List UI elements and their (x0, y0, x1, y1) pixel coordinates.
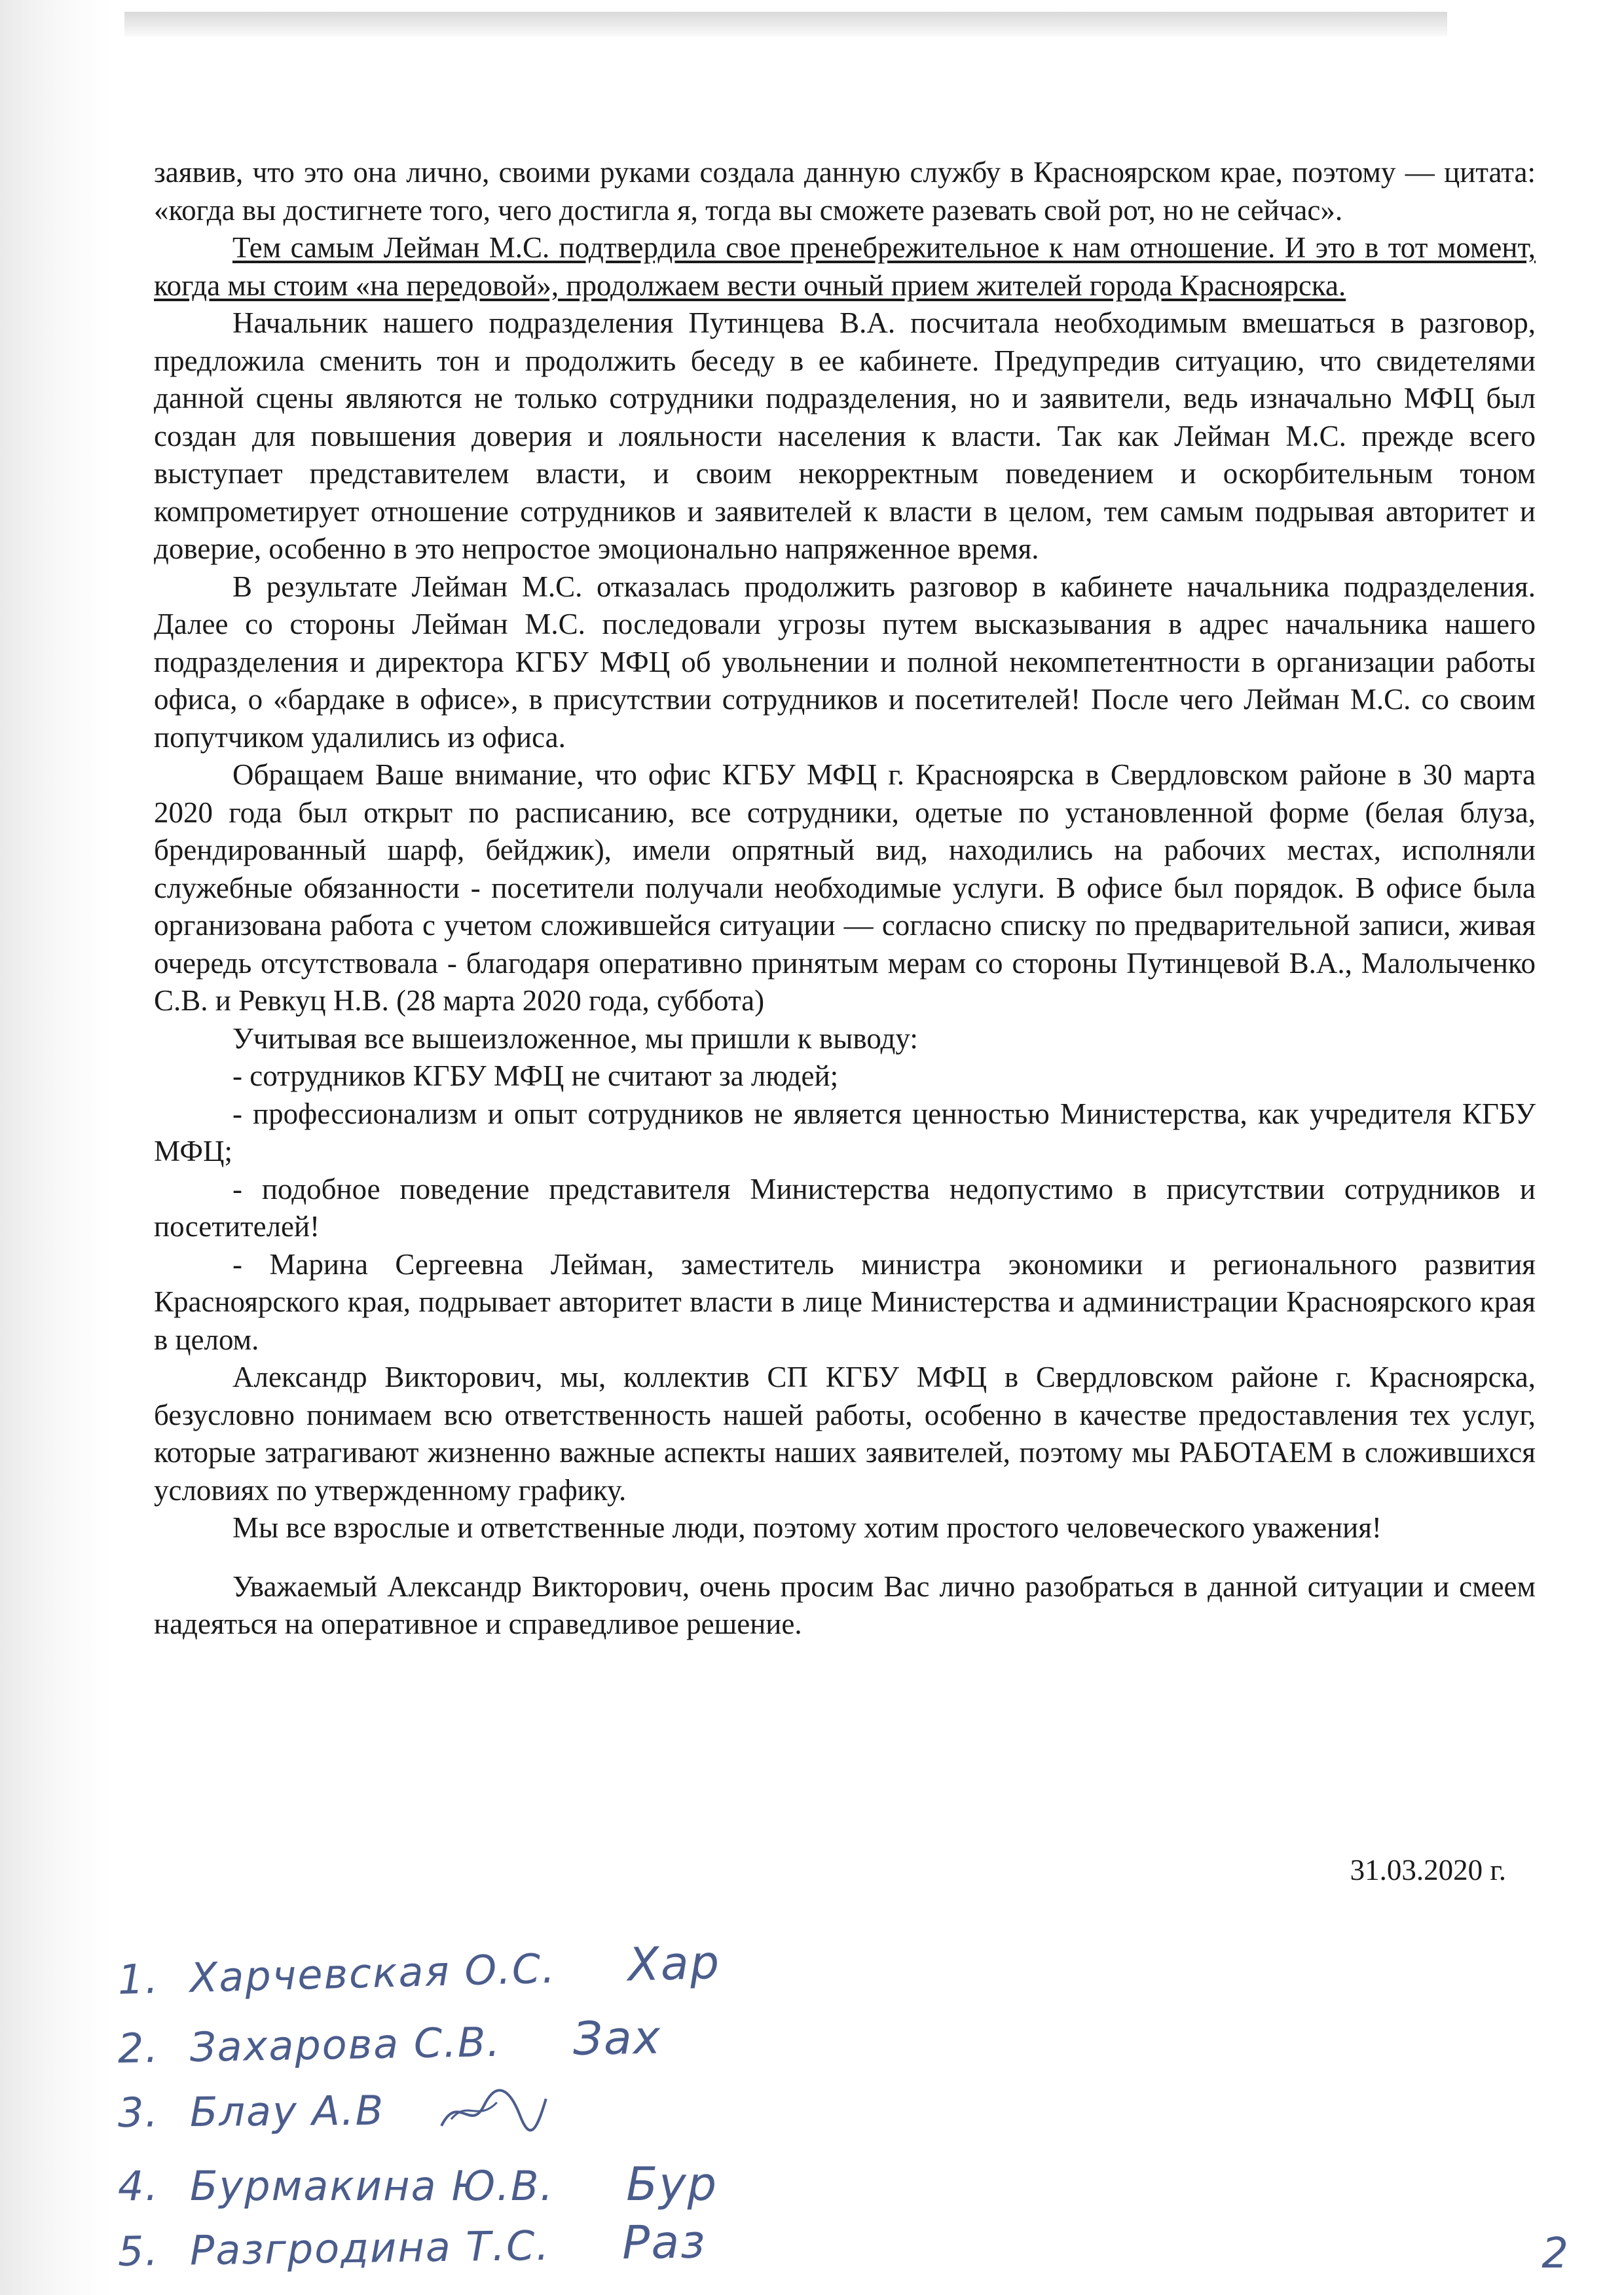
paragraph-attention: Обращаем Ваше внимание, что офис КГБУ МФЦ г. Красноярска в Свердловском районе в 30 марта 2020 года был открыт по расписанию, все сотрудники, одетые по установленной форме (белая блуза, брендированный шарф, бейджик), имели опрятный вид, находились на рабочих местах, исполняли служебные обязанности - посетители получали необходимые услуги. В офисе был порядок. В офисе была организована работа с учетом сложившейся ситуации — согласно списку по предварительной записи, живая очередь отсутствовала - благодаря оперативно принятым мерам со стороны Путинцевой В.А., Малолыченко С.В. и Ревкуц Н.В. (28 марта 2020 года, суббота) (154, 758, 1536, 1017)
signature-number: 4. (118, 2162, 160, 2210)
handwritten-signature-mark: Бур (626, 2157, 718, 2211)
conclusion-item-3: - подобное поведение представителя Министерства недопустимо в присутствии сотрудников и посетителей! (154, 1172, 1536, 1243)
paragraph-address: Александр Викторович, мы, коллектив СП КГБУ МФЦ в Свердловском районе г. Красноярска, безусловно понимаем всю ответственность нашей работы, особенно в качестве предоставления тех услуг, которые затрагивают жизненно важные аспекты наших заявителей, поэтому мы РАБОТАЕМ в сложившихся условиях по утвержденному графику. (154, 1361, 1536, 1507)
signature-line (118, 2085, 550, 2151)
signature-list (98, 1935, 1539, 2292)
handwritten-signature-mark: Раз (621, 2214, 707, 2270)
signature-number: 3. (117, 2088, 160, 2137)
paragraph-underlined: Тем самым Лейман М.С. подтвердила свое пренебрежительное к нам отношение. И это в тот момент, когда мы стоим «на передовой», продолжаем вести очный прием жителей города Красноярска. (154, 231, 1536, 302)
paragraph-result: В результате Лейман М.С. отказалась продолжить разговор в кабинете начальника подразделения. Далее со стороны Лейман М.С. последовали угрозы путем высказывания в адрес начальника нашего подразделения и директора КГБУ МФЦ об увольнении и полной некомпетентности в организации работы офиса, о «бардаке в офисе», в присутствии сотрудников и посетителей! После чего Лейман М.С. со своим попутчиком удалились из офиса. (154, 570, 1536, 754)
signature-number: 2. (117, 2023, 160, 2072)
letter-date: 31.03.2020 г. (1350, 1854, 1506, 1886)
paragraph-request: Уважаемый Александр Викторович, очень просим Вас лично разобраться в данной ситуации и смеем надеяться на оперативное и справедливое решение. (154, 1570, 1536, 1640)
signature-name: Разгродина Т.С. (189, 2221, 551, 2275)
paragraph-conclusion-intro: Учитывая все вышеизложенное, мы пришли к выводу: (232, 1021, 918, 1055)
signature-name: Харчевская О.С. (189, 1944, 557, 2002)
signature-name: Блау А.В (189, 2086, 385, 2137)
signature-number: 5. (117, 2227, 160, 2275)
handwritten-signature-mark: Хар (627, 1935, 722, 1992)
conclusion-item-2: - профессионализм и опыт сотрудников не является ценностью Министерства, как учредителя КГБУ МФЦ; (154, 1097, 1536, 1167)
scan-shadow-edge (0, 0, 111, 2295)
signature-line (117, 2011, 662, 2082)
paragraph-continuation: заявив, что это она лично, своими руками создала данную службу в Красноярском крае, поэтому — цитата: «когда вы достигнете того, чего достигла я, тогда вы сможете разевать свой рот, но не сейчас». (154, 156, 1536, 227)
signature-line (117, 1936, 722, 2013)
signature-number: 1. (117, 1955, 160, 2004)
conclusion-item-1: - сотрудников КГБУ МФЦ не считают за людей; (232, 1059, 839, 1092)
signature-line (117, 2214, 707, 2285)
handwritten-signature-scribble (438, 2085, 550, 2139)
spacer (154, 1547, 1536, 1568)
paragraph-respect: Мы все взрослые и ответственные люди, поэтому хотим простого человеческого уважения! (232, 1511, 1382, 1544)
page-number: 2 (1541, 2230, 1568, 2278)
letter-body (154, 154, 1536, 1643)
scan-bleed-through (124, 12, 1447, 37)
conclusion-item-4: - Марина Сергеевна Лейман, заместитель министра экономики и регионального развития Красноярского края, подрывает авторитет власти в лице Министерства и администрации Красноярского края в целом. (154, 1247, 1536, 1356)
signature-name: Захарова С.В. (189, 2017, 502, 2072)
signature-line (118, 2157, 718, 2220)
handwritten-signature-mark: Зах (572, 2010, 662, 2066)
paragraph-supervisor: Начальник нашего подразделения Путинцева В.А. посчитала необходимым вмешаться в разговор, предложила сменить тон и продолжить беседу в ее кабинете. Предупредив ситуацию, что свидетелями данной сцены являются не только сотрудники подразделения, но и заявители, ведь изначально МФЦ был создан для повышения доверия и лояльности населения к власти. Так как Лейман М.С. прежде всего выступает представителем власти, и своим некорректным поведением и оскорбительным тоном компрометирует отношение сотрудников и заявителей к власти в целом, тем самым подрывая авторитет и доверие, особенно в это непростое эмоционально напряженное время. (154, 306, 1536, 565)
signature-name: Бурмакина Ю.В. (190, 2162, 555, 2210)
